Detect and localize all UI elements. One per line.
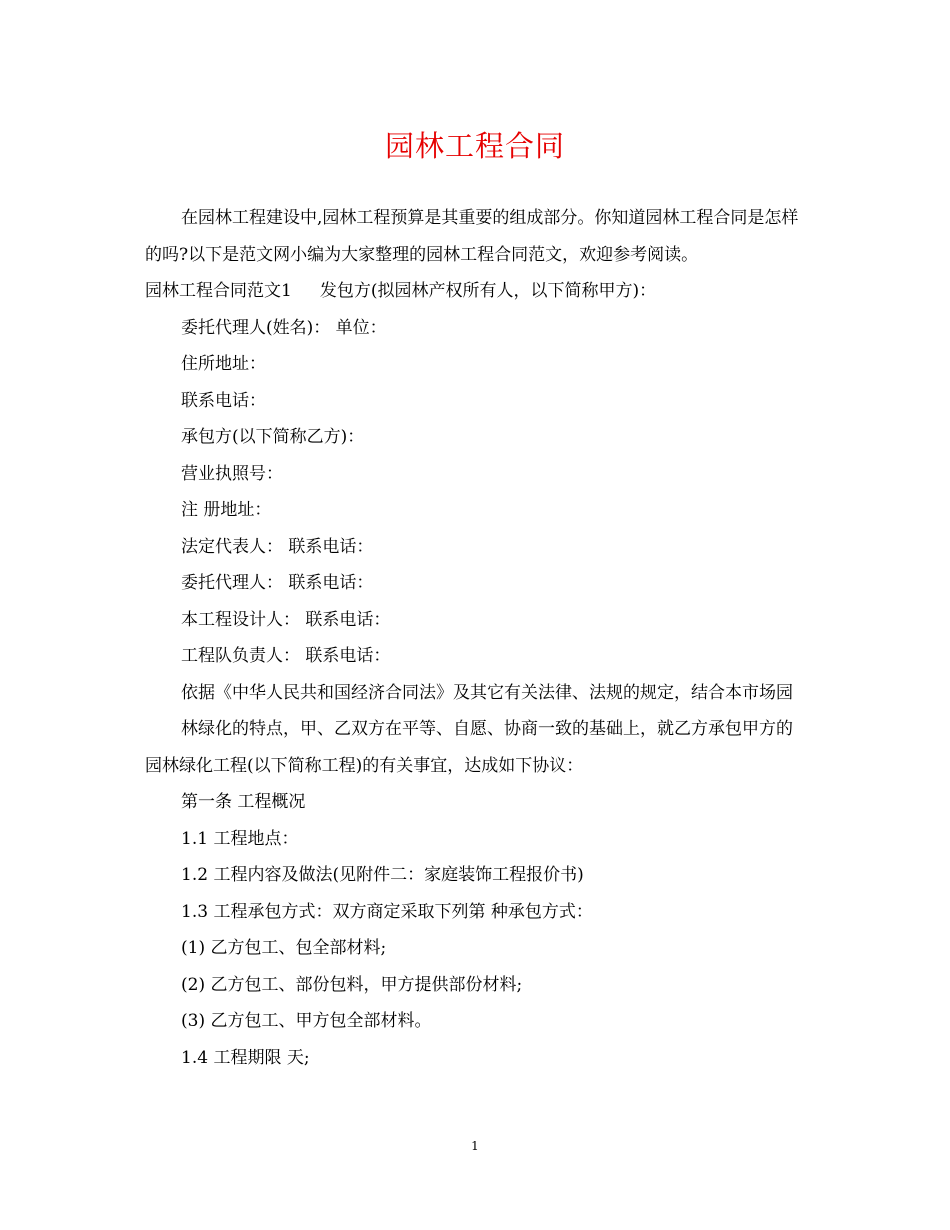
article-line: (1) 乙方包工、包全部材料; (181, 938, 387, 958)
contract-line: 本工程设计人： 联系电话： (181, 609, 391, 630)
intro-paragraph: 在园林工程建设中,园林工程预算是其重要的组成部分。你知道园林工程合同是怎样的吗?以下是范文网小编为大家整理的园林工程合同范文，欢迎参考阅读。 (145, 208, 799, 265)
contract-line: 工程队负责人： 联系电话： (181, 646, 391, 666)
agreement-paragraph: 林绿化的特点，甲、乙双方在平等、自愿、协商一致的基础上，就乙方承包甲方的 园林绿化工程(以下简称工程)的有关事宜，达成如下协议： (145, 719, 793, 776)
document-title: 园林工程合同 (384, 129, 565, 163)
article-line: 1.2 工程内容及做法(见附件二：家庭装饰工程报价书) (181, 865, 584, 885)
article-line: 1.1 工程地点： (181, 828, 299, 849)
basis-paragraph: 依据《中华人民共和国经济合同法》及其它有关法律、法规的规定，结合本市场园 (181, 682, 793, 703)
party-a-heading: 发包方(拟园林产权所有人，以下简称甲方)： (319, 281, 657, 301)
contract-line: 委托代理人： 联系电话： (181, 573, 374, 593)
contract-line: 法定代表人： 联系电话： (181, 536, 374, 557)
contract-line: 承包方(以下简称乙方)： (181, 427, 365, 447)
document-body (145, 200, 805, 1076)
contract-line: 联系电话： (181, 390, 266, 411)
article-line: 1.4 工程期限 天; (181, 1047, 310, 1068)
contract-line: 委托代理人(姓名)： 单位： (181, 317, 387, 338)
sample-heading-line (145, 273, 805, 310)
article-line: 1.3 工程承包方式：双方商定采取下列第 种承包方式： (181, 901, 593, 922)
sample-heading: 园林工程合同范文1 (145, 281, 292, 301)
contract-line: 住所地址： (181, 354, 266, 374)
contract-line: 营业执照号： (181, 463, 283, 484)
contract-line: 注 册地址： (181, 500, 272, 520)
article-line: 第一条 工程概况 (181, 792, 306, 812)
article-line: (2) 乙方包工、部份包料，甲方提供部份材料; (181, 974, 523, 995)
page-number: 1 (471, 1139, 479, 1153)
article-line: (3) 乙方包工、甲方包全部材料。 (181, 1011, 432, 1031)
